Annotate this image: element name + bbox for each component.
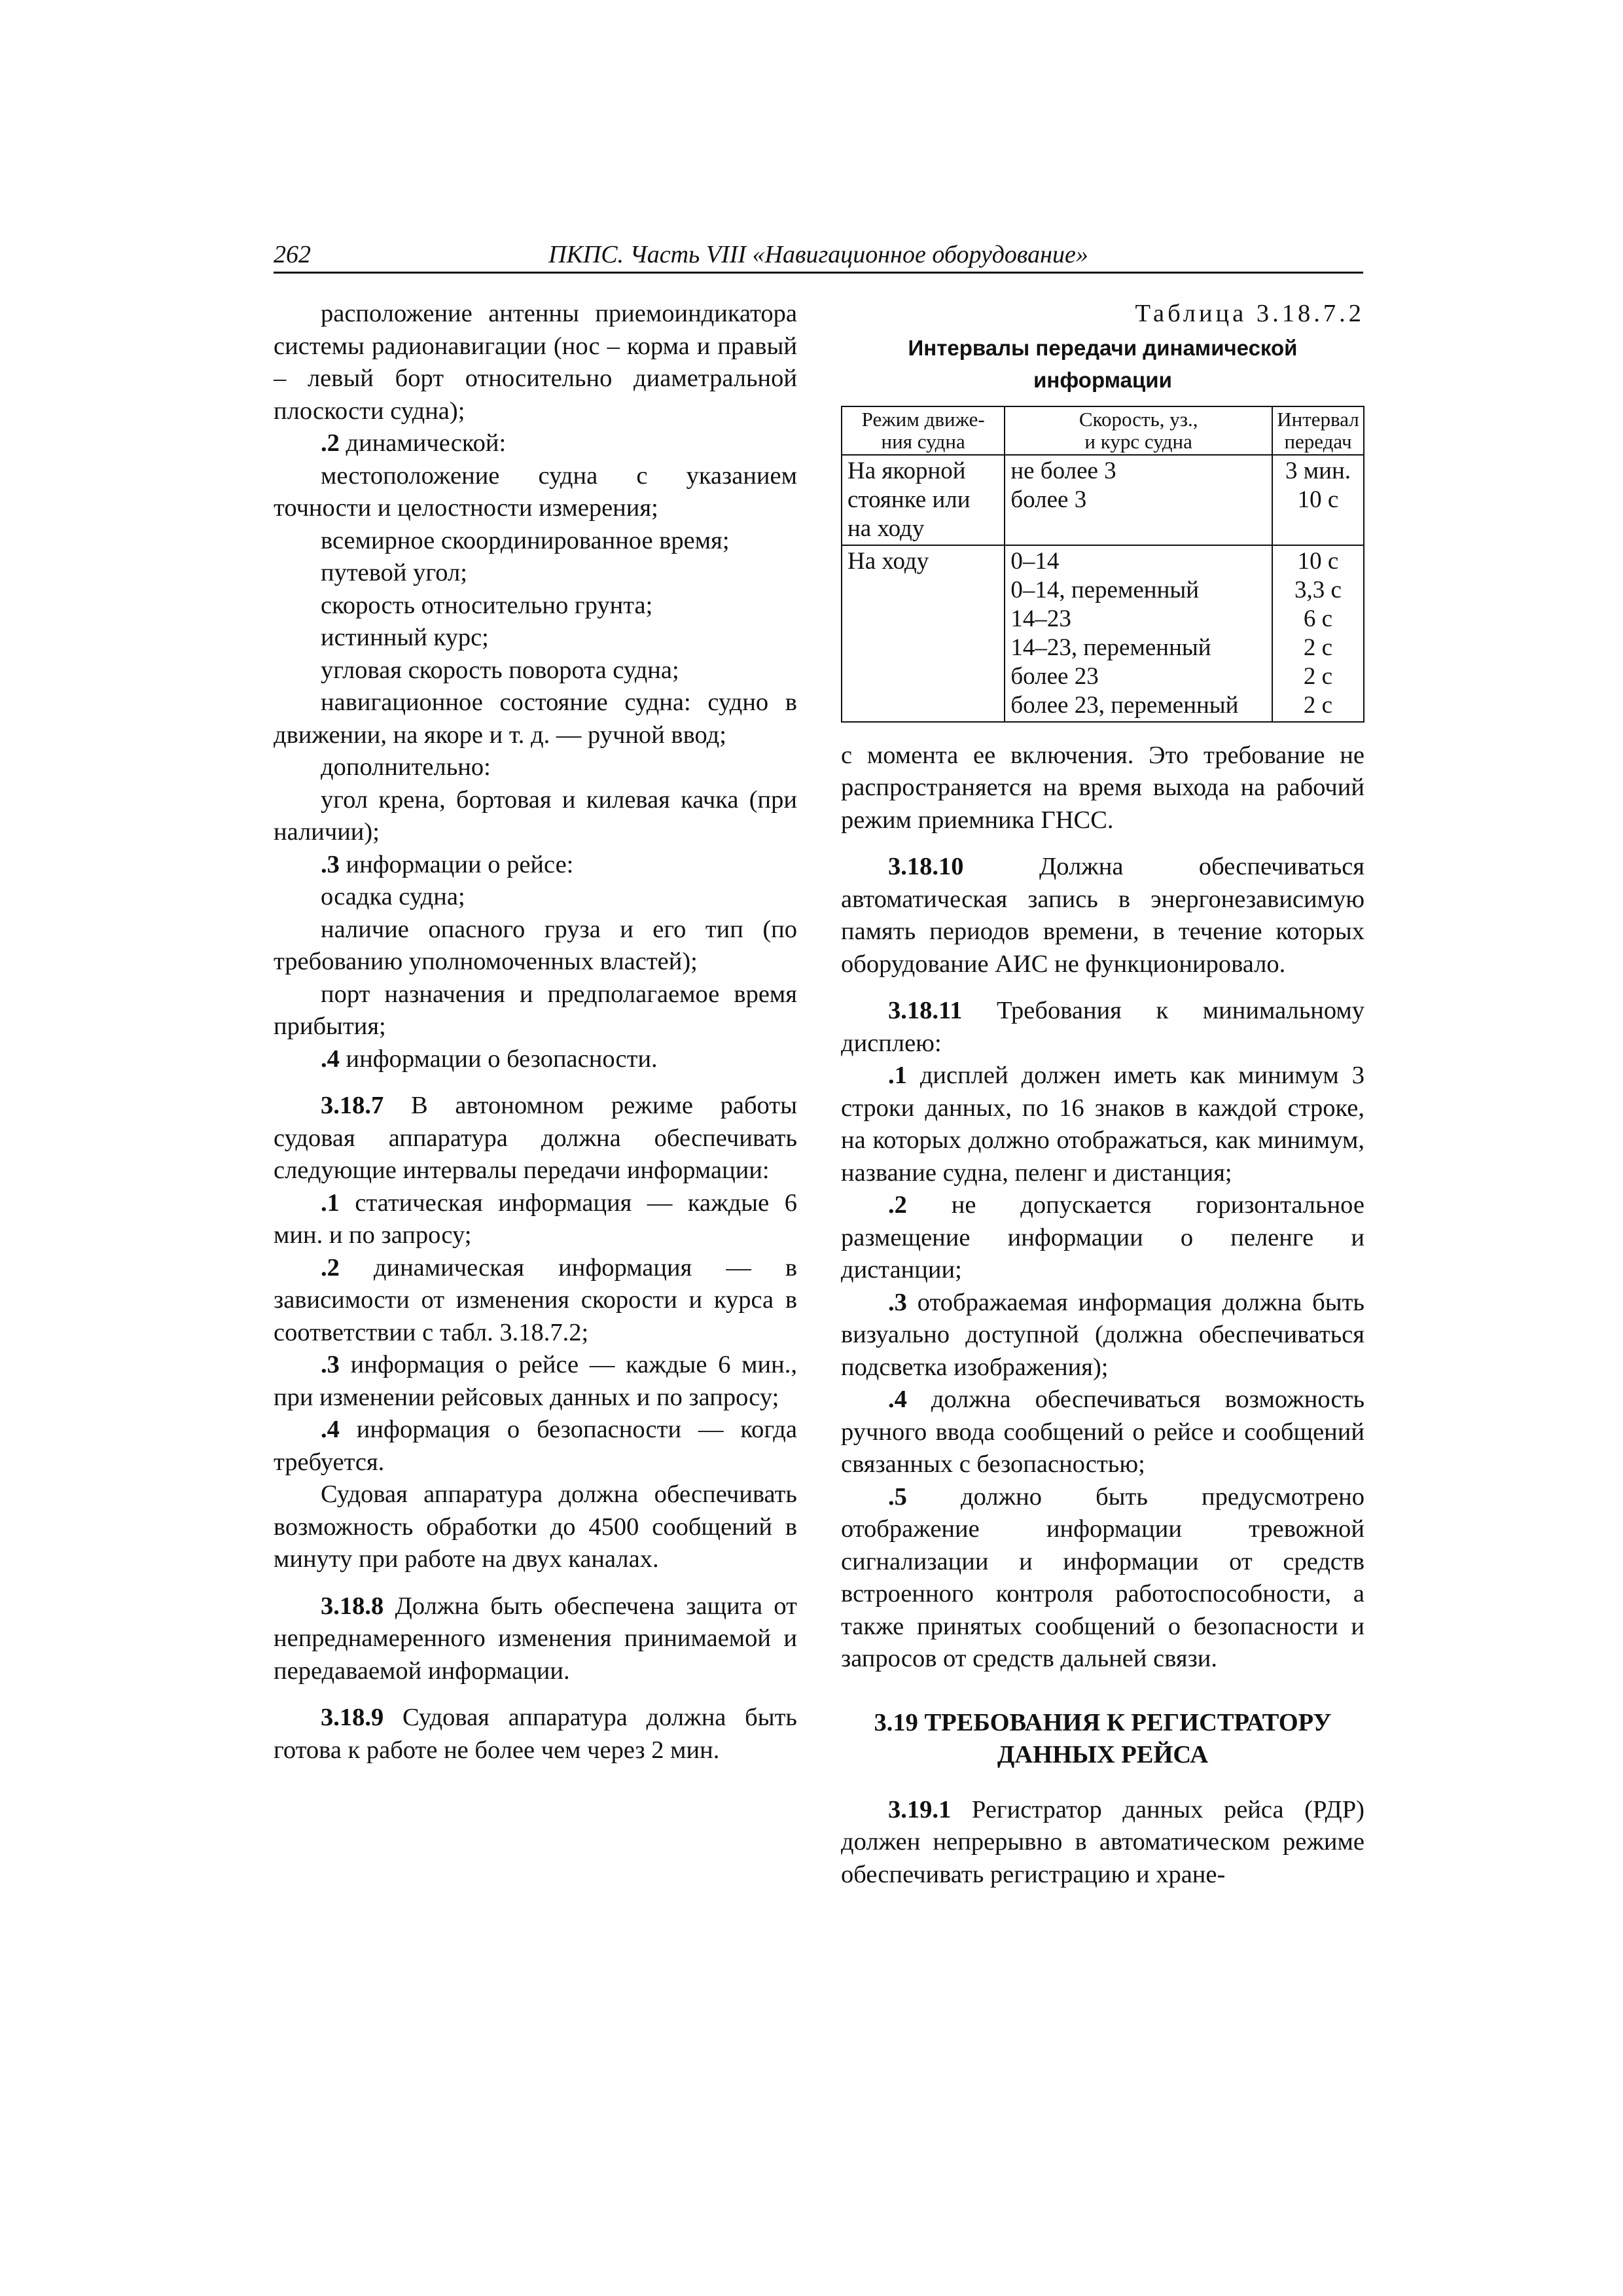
section-3-18-11 — [841, 995, 1364, 1060]
paragraph: осадка судна; — [321, 883, 465, 910]
cell-mode: На ходу — [842, 545, 1005, 722]
header-cell-mode: Режим движе- ния судна — [842, 406, 1005, 455]
paragraph: расположение антенны приемоиндикатора системы радионавигации (нос – корма и правый – левый борт относительно диаметральной плоскости судна); — [274, 300, 797, 425]
cell-speed: 0–14 0–14, переменный 14–23 14–23, переменный более 23 более 23, переменный — [1005, 545, 1272, 722]
table-row — [842, 455, 1364, 545]
item-text: динамическая информация — в зависимости от изменения скорости и курса в соответствии с табл. 3.18.7.2; — [274, 1253, 797, 1346]
cell-interval: 3 мин. 10 с — [1272, 455, 1364, 545]
item-text: должно быть предусмотрено отображение информации тревожной сигнализации и информации от средств встроенного контроля работоспособности, а также принятых сообщений о безопасности и запросов от средств дальней связи. — [841, 1482, 1364, 1672]
paragraph: путевой угол; — [321, 559, 467, 586]
item-text: динамической: — [339, 429, 507, 457]
paragraph: с момента ее включения. Это требование не распространяется на время выхода на рабочий режим приемника ГНСС. — [841, 741, 1364, 834]
list-item — [274, 427, 797, 460]
table-row — [842, 545, 1364, 722]
section-text: Требования к минимальному дисплею: — [841, 997, 1364, 1057]
section-number: 3.18.7 — [321, 1092, 384, 1119]
header-cell-speed: Скорость, уз., и курс судна — [1005, 406, 1272, 455]
item-number: .3 — [321, 1351, 340, 1378]
header-cell-interval: Интервал передач — [1272, 406, 1364, 455]
cell-interval: 10 с 3,3 с 6 с 2 с 2 с 2 с — [1272, 545, 1364, 722]
section-text: В автономном режиме работы судовая аппаратура должна обеспечивать следующие интервалы передачи информации: — [274, 1092, 797, 1184]
section-3-18-8 — [274, 1590, 797, 1688]
list-item — [274, 849, 797, 882]
section-3-19-1 — [841, 1794, 1364, 1892]
section-text: Должна обеспечиваться автоматическая запись в энергонезависимую память периодов времени, в течение которых оборудование АИС не функционировало. — [841, 853, 1364, 978]
section-number: 3.18.8 — [321, 1592, 384, 1620]
section-3-18-10 — [841, 851, 1364, 980]
item-text: отображаемая информация должна быть визуально доступной (должна обеспечиваться подсветка изображения); — [841, 1288, 1364, 1381]
section-3-18-7 — [274, 1090, 797, 1187]
section-text: Судовая аппаратура должна быть готова к работе не более чем через 2 мин. — [274, 1704, 797, 1764]
item-number: .3 — [321, 850, 340, 878]
list-item — [274, 1187, 797, 1252]
list-item — [274, 1252, 797, 1350]
section-heading-3-19 — [841, 1707, 1364, 1772]
section-number: 3.18.9 — [321, 1704, 384, 1731]
item-text: должна обеспечиваться возможность ручного ввода сообщений о рейсе и сообщений связанных с безопасностью; — [841, 1386, 1364, 1478]
list-item — [841, 1481, 1364, 1676]
item-number: .2 — [888, 1191, 907, 1219]
list-item — [841, 1060, 1364, 1189]
item-number: .2 — [321, 1253, 340, 1282]
list-item — [841, 1384, 1364, 1481]
paragraph: наличие опасного груза и его тип (по требованию уполномоченных властей); — [274, 915, 797, 975]
item-text: не допускается горизонтальное размещение информации о пеленге и дистанции; — [841, 1191, 1364, 1283]
paragraph: истинный курс; — [321, 624, 489, 651]
paragraph: дополнительно: — [321, 753, 491, 781]
left-column — [274, 298, 797, 1767]
item-number: .3 — [888, 1288, 907, 1316]
paragraph: угол крена, бортовая и килевая качка (при наличии); — [274, 785, 797, 846]
paragraph: скорость относительно грунта; — [321, 591, 653, 619]
item-number: .2 — [321, 429, 340, 457]
item-text: информация о рейсе — каждые 6 мин., при изменении рейсовых данных и по запросу; — [274, 1351, 797, 1411]
running-header — [274, 239, 1363, 274]
item-number: .1 — [321, 1189, 340, 1217]
heading-line: 3.19 ТРЕБОВАНИЯ К РЕГИСТРАТОРУ — [874, 1708, 1332, 1736]
list-item — [841, 1287, 1364, 1384]
section-text: Регистратор данных рейса (РДР) должен непрерывно в автоматическом режиме обеспечивать регистрацию и хране- — [841, 1795, 1364, 1888]
list-item — [841, 1189, 1364, 1287]
page-number: 262 — [274, 241, 311, 268]
item-number: .4 — [888, 1386, 907, 1413]
paragraph: местоположение судна с указанием точности и целостности измерения; — [274, 461, 797, 522]
section-number: 3.18.10 — [888, 853, 964, 880]
heading-line: ДАННЫХ РЕЙСА — [997, 1741, 1209, 1768]
item-text: статическая информация — каждые 6 мин. и по запросу; — [274, 1189, 797, 1249]
list-item — [274, 1349, 797, 1414]
table-header-row — [842, 406, 1364, 455]
item-number: .4 — [321, 1416, 340, 1443]
item-text: информация о безопасности — когда требуется. — [274, 1416, 797, 1476]
section-text: Должна быть обеспечена защита от непреднамеренного изменения принимаемой и передаваемой информации. — [274, 1592, 797, 1685]
paragraph: Судовая аппаратура должна обеспечивать возможность обработки до 4500 сообщений в минуту при работе на двух каналах. — [274, 1480, 797, 1573]
paragraph: угловая скорость поворота судна; — [321, 656, 679, 684]
cell-mode: На якорной стоянке или на ходу — [842, 455, 1005, 545]
item-number: .4 — [321, 1045, 340, 1073]
section-number: 3.18.11 — [888, 997, 963, 1024]
section-3-18-9 — [274, 1702, 797, 1767]
list-item — [274, 1043, 797, 1076]
right-column — [841, 298, 1364, 1891]
item-text: информации о рейсе: — [339, 850, 574, 878]
item-text: дисплей должен иметь как минимум 3 строки данных, по 16 знаков в каждой строке, на которых должно отображаться, как минимум, название судна, пеленг и дистанция; — [841, 1062, 1364, 1187]
table-title: Интервалы передачи динамической информации — [908, 335, 1298, 392]
section-number: 3.19.1 — [888, 1795, 952, 1823]
item-text: информации о безопасности. — [339, 1045, 658, 1073]
item-number: .1 — [888, 1062, 907, 1089]
paragraph: навигационное состояние судна: судно в движении, на якоре и т. д. — ручной ввод; — [274, 689, 797, 749]
running-title: ПКПС. Часть VIII «Навигационное оборудование» — [548, 241, 1088, 268]
table-caption: Таблица 3.18.7.2 — [1135, 300, 1364, 327]
list-item — [274, 1414, 797, 1479]
cell-speed: не более 3 более 3 — [1005, 455, 1272, 545]
item-number: .5 — [888, 1482, 907, 1511]
paragraph: порт назначения и предполагаемое время прибытия; — [274, 980, 797, 1040]
paragraph: всемирное скоординированное время; — [321, 526, 730, 554]
intervals-table — [841, 406, 1364, 723]
